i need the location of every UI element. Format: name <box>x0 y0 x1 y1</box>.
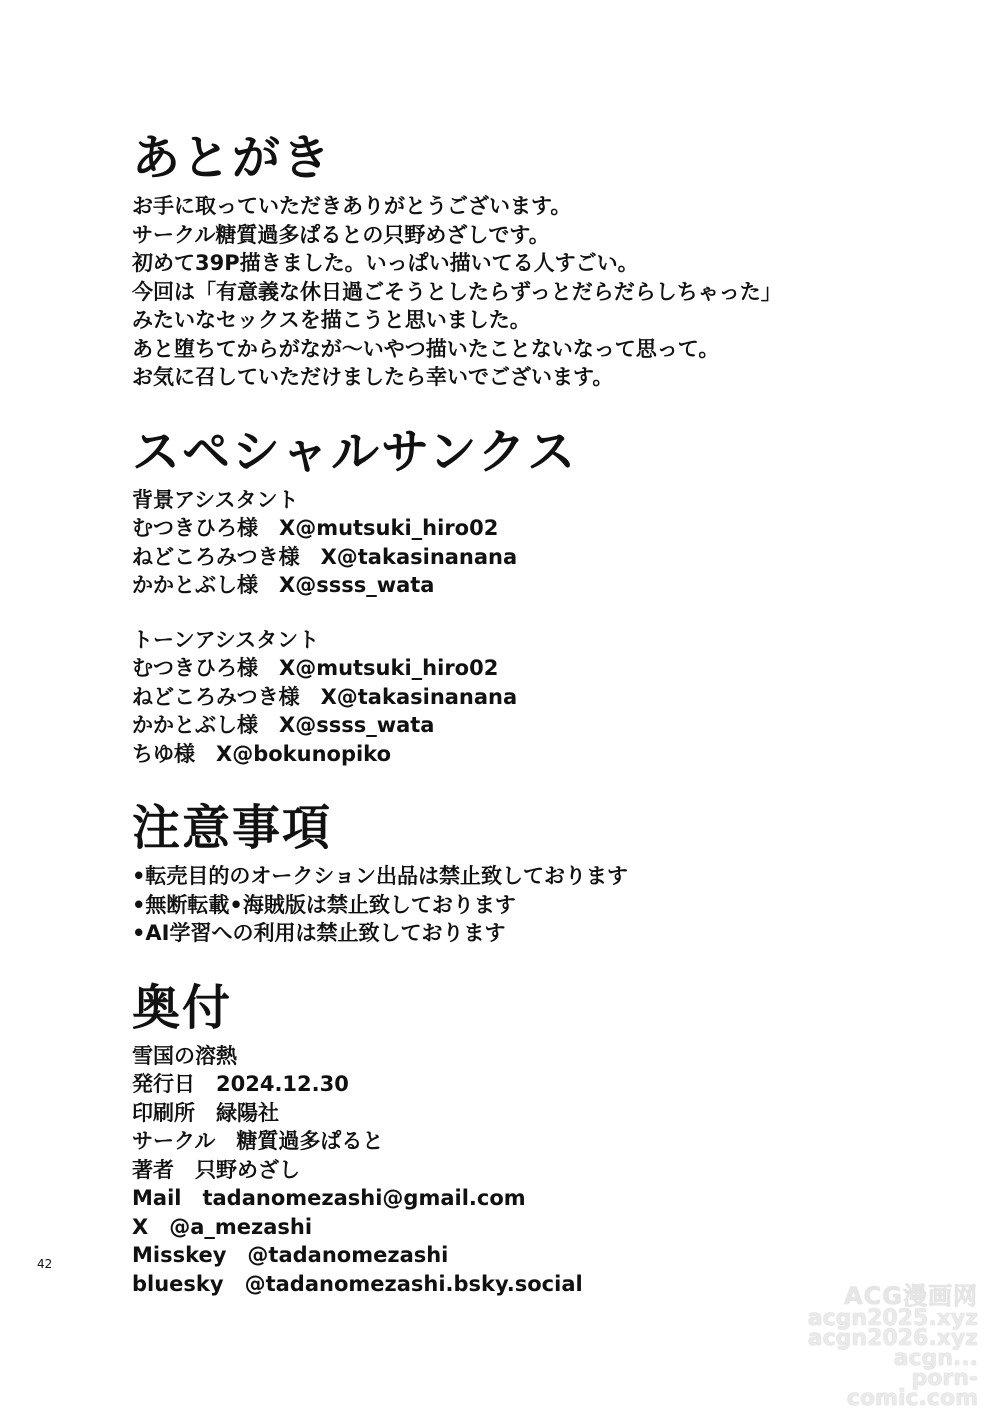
background-assistant-item: ねどころみつき様 X@takasinanana <box>132 544 518 569</box>
watermark-logo: ACG漫画网 <box>844 1282 978 1310</box>
tone-assistant-item: ちゆ様 X@bokunopiko <box>132 741 392 766</box>
tone-assistant-title: トーンアシスタント <box>132 627 320 652</box>
page-number: 42 <box>37 1257 53 1271</box>
tone-assistant-item: かかとぶし様 X@ssss_wata <box>132 713 435 737</box>
colophon-title: 雪国の溶熱 <box>132 1043 237 1068</box>
colophon-circle: サークル 糖質過多ぱると <box>132 1129 384 1153</box>
notice-item: •無断転載•海賊版は禁止致しております <box>132 892 516 917</box>
colophon-x: X @a_mezashi <box>132 1214 313 1239</box>
colophon-misskey: Misskey @tadanomezashi <box>132 1243 449 1267</box>
afterword-line: サークル糖質過多ぱるとの只野めざしです。 <box>132 222 550 247</box>
tone-assistant-item: むつきひろ様 X@mutsuki_hiro02 <box>132 656 499 680</box>
colophon-date: 発行日 2024.12.30 <box>132 1072 349 1096</box>
afterword-line: 初めて39P描きました。いっぱい描いてる人すごい。 <box>132 251 639 275</box>
colophon-heading: 奥付 <box>132 979 233 1036</box>
watermark-line: porn-comic.com <box>846 1366 978 1411</box>
background-assistant-title: 背景アシスタント <box>132 487 299 512</box>
afterword-line: お気に召していただけましたら幸いでございます。 <box>132 365 614 389</box>
notice-item: •AI学習への利用は禁止致しております <box>132 921 506 945</box>
notice-item: •転売目的のオークション出品は禁止致しております <box>132 864 629 888</box>
watermark <box>783 1283 978 1409</box>
background-assistant-item: むつきひろ様 X@mutsuki_hiro02 <box>132 516 499 540</box>
afterword-line: みたいなセックスを描こうと思いました。 <box>132 308 531 332</box>
watermark-line: acgn2026.xyz <box>807 1326 978 1351</box>
afterword-line: お手に取っていただきありがとうございます。 <box>132 194 572 218</box>
special-thanks-heading: スペシャルサンクス <box>132 423 578 480</box>
tone-assistant-item: ねどころみつき様 X@takasinanana <box>132 684 518 709</box>
colophon-bluesky: bluesky @tadanomezashi.bsky.social <box>132 1271 583 1296</box>
colophon-section <box>132 978 912 1299</box>
watermark-line: acgn2025.xyz <box>807 1306 978 1331</box>
afterword-section <box>132 128 912 392</box>
special-thanks-section <box>132 422 912 769</box>
colophon-mail: Mail tadanomezashi@gmail.com <box>132 1186 526 1210</box>
colophon-author: 著者 只野めざし <box>132 1157 300 1182</box>
background-assistant-item: かかとぶし様 X@ssss_wata <box>132 573 435 597</box>
afterword-line: 今回は「有意義な休日過ごそうとしたらずっとだらだらしちゃった」 <box>132 279 782 304</box>
colophon-printer: 印刷所 緑陽社 <box>132 1100 279 1125</box>
watermark-line: acgn... <box>893 1346 978 1371</box>
afterword-heading: あとがき <box>132 130 333 186</box>
afterword-line: あと堕ちてからがなが〜いやつ描いたことないなって思って。 <box>132 336 720 361</box>
page-content <box>132 128 912 1298</box>
notice-section <box>132 798 912 948</box>
notice-heading: 注意事項 <box>132 800 333 856</box>
